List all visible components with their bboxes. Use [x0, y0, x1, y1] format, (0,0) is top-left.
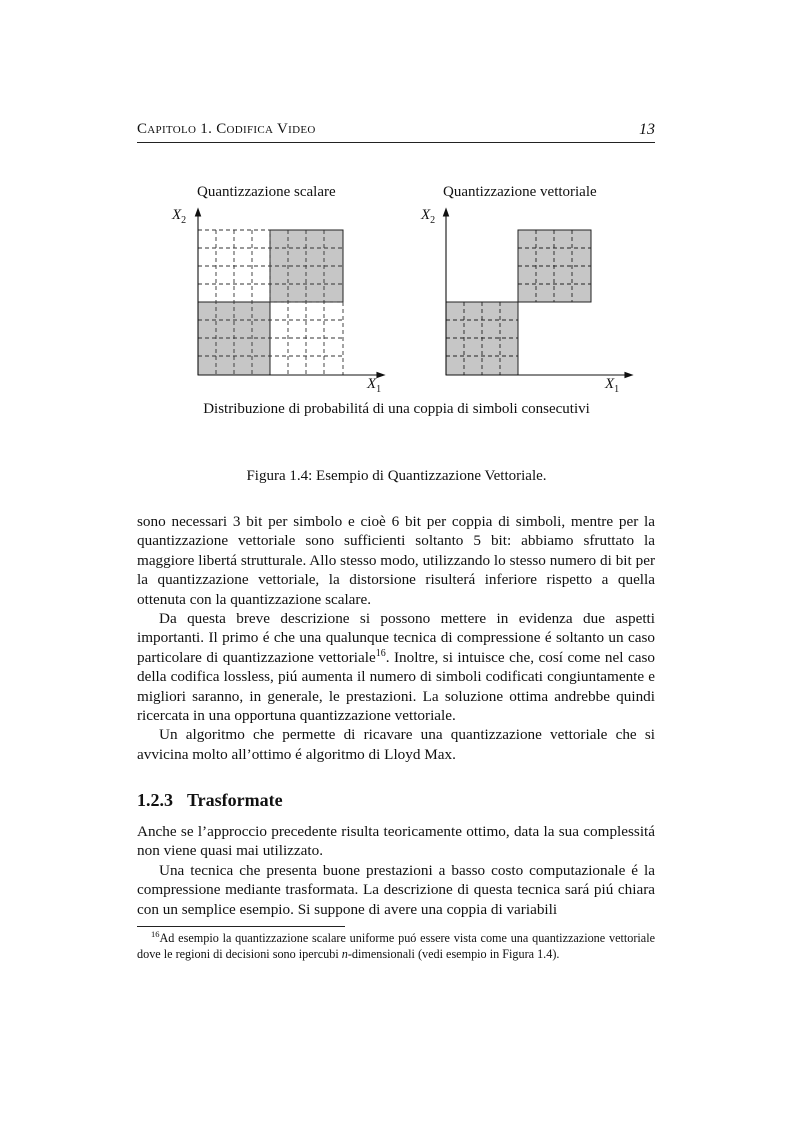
paragraph: Una tecnica che presenta buone prestazioni a basso costo computazionale é la compressione mediante trasformata. La descrizione di questa tecnica sará piú chiara con un semplice esempio. Si suppone di avere una coppia di variabili	[137, 861, 655, 918]
figure-caption: Figura 1.4: Esempio di Quantizzazione Vettoriale.	[246, 468, 547, 484]
paragraph: Da questa breve descrizione si possono mettere in evidenza due aspetti importanti. Il primo é che una qualunque tecnica di compressione é soltanto un caso particolare di quantizzazione vettoriale$^{16}$. Inoltre, si intuisce che, cosí come nel caso della codifica lossless, piú aumenta il numero di simboli codificati congiuntamente e migliori saranno, in generale, le prestazioni. La soluzione ottima andrebbe quindi ricercata in una opportuna quantizzazione vettoriale.	[137, 610, 655, 725]
section-heading	[137, 790, 283, 811]
right-plot-title: Quantizzazione vettoriale	[443, 184, 597, 200]
right-x-axis-label: $X_1$	[605, 376, 620, 395]
body-text-block-1	[137, 512, 655, 764]
scalar-quantization-plot	[180, 200, 390, 390]
footnote-divider	[137, 926, 345, 927]
paragraph: Anche se l’approccio precedente risulta teoricamente ottimo, data la sua complessitá non viene quasi mai utilizzato.	[137, 823, 655, 860]
running-header	[137, 120, 655, 143]
paragraph: sono necessari 3 bit per simbolo e cioè 6 bit per coppia di simboli, mentre per la quantizzazione vettoriale sono sufficienti soltanto 5 bit: abbiamo sfruttato la maggiore libertá strutturale. Allo stesso modo, utilizzando lo stesso numero di bit per la quantizzazione vettoriale, la distorsione risulterá inferiore rispetto a quella ottenuta con la quantizzazione scalare.	[137, 513, 655, 608]
paragraph: Un algoritmo che permette di ricavare una quantizzazione vettoriale che si avvicina molto all’ottimo é algoritmo di Lloyd Max.	[137, 726, 655, 763]
left-y-axis-label: $X_2$	[172, 207, 187, 226]
left-plot-title: Quantizzazione scalare	[197, 184, 336, 200]
footnote: $^{16}$Ad esempio la quantizzazione scalare uniforme puó essere vista come una quantizzazione vettoriale dove le regioni di decisioni sono ipercubi n-dimensionali (vedi esempio in Figura 1.4).	[137, 928, 655, 961]
right-y-axis-label: $X_2$	[421, 207, 436, 226]
footnote-ref[interactable]: 16	[375, 647, 386, 659]
chapter-title: Capitolo 1. Codifica Video	[137, 121, 316, 137]
footnote-mark: 16	[151, 928, 160, 939]
section-number: 1.2.3	[137, 790, 173, 810]
body-text-block-2	[137, 822, 655, 919]
left-x-axis-label: $X_1$	[367, 376, 382, 395]
distribution-caption: Distribuzione di probabilitá di una coppia di simboli consecutivi	[203, 401, 590, 417]
page-number: 13	[639, 121, 655, 138]
vector-quantization-plot	[428, 200, 638, 390]
section-title: Trasformate	[187, 790, 283, 810]
